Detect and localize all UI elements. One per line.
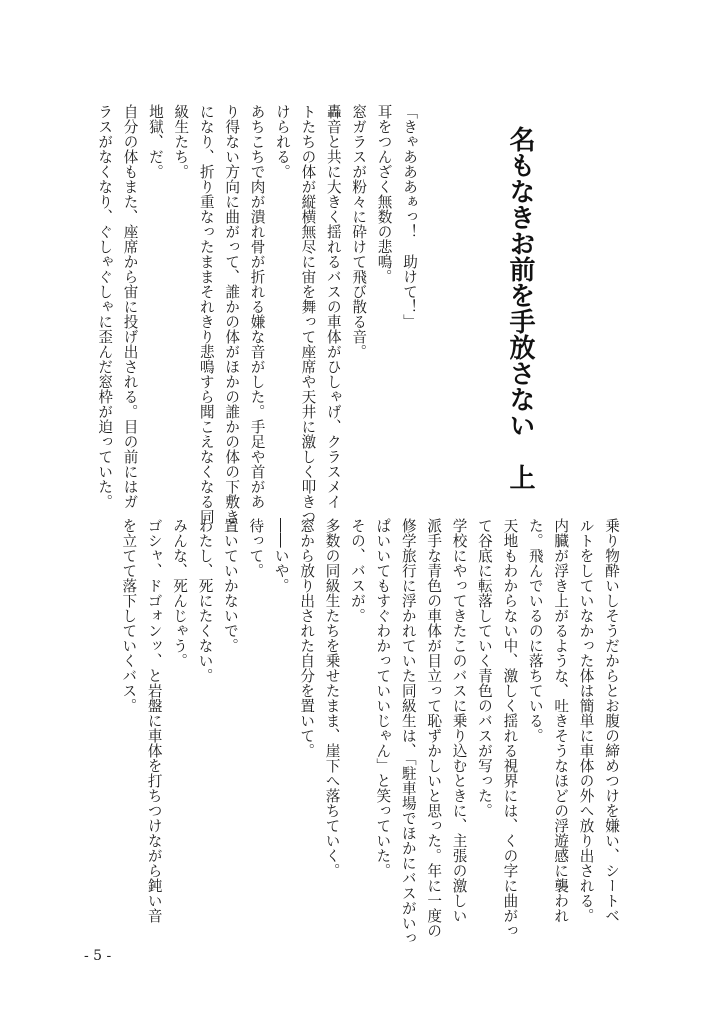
- text-line: 修学旅行に浮かれていた同級生は、「駐車場でほかにバスがいっ: [399, 518, 417, 946]
- text-line: 耳をつんざく無数の悲鳴。: [375, 104, 393, 284]
- text-line: ラスがなくなり、ぐしゃぐしゃに歪んだ窓枠が迫っていた。: [96, 104, 114, 509]
- text-line: その、バスが。: [348, 518, 366, 623]
- text-line: 轟音と共に大きく揺れるバスの車体がひしゃげ、クラスメイ: [324, 104, 342, 509]
- text-line: り得ない方向に曲がって、誰かの体がほかの誰かの体の下敷き: [223, 104, 241, 524]
- text-line: ゴシャ、ドゴォンッ、と岩盤に車体を打ちつけながら鈍い音: [145, 518, 163, 923]
- text-line: トたちの体が縦横無尽に宙を舞って座席や天井に激しく叩きつ: [299, 104, 317, 524]
- text-line: わたし、死にたくない。: [196, 518, 214, 683]
- text-line: を立てて落下していくバス。: [120, 518, 138, 713]
- text-line: 天地もわからない中、激しく揺れる視界には、くの字に曲がっ: [501, 518, 519, 938]
- text-line: 自分の体もまた、座席から宙に投げ出される。目の前にはガ: [121, 104, 139, 509]
- text-line: ――いや。: [272, 518, 290, 593]
- text-line: 級生たち。: [172, 104, 190, 179]
- text-line: みんな、死んじゃう。: [171, 518, 189, 668]
- text-line: になり、折り重なったままそれきり悲鳴すら聞こえなくなる同: [197, 104, 215, 524]
- text-line: ルトをしていなかった体は簡単に車体の外へ放り出される。: [577, 518, 595, 923]
- text-line: 「きゃあああぁっ！ 助けて！」: [401, 104, 418, 329]
- text-line: 乗り物酔いしそうだからとお腹の締めつけを嫌い、シートベ: [603, 518, 620, 923]
- text-line: 置いていかないで。: [221, 518, 239, 653]
- text-line: あちこちで肉が潰れ骨が折れる嫌な音がした。手足や首があ: [248, 104, 266, 509]
- text-line: ぱいいてもすぐわかっていいじゃん」と笑っていた。: [374, 518, 392, 878]
- text-line: 窓から放り出された自分を置いて。: [298, 518, 316, 758]
- text-line: た。飛んでいるのに落ちている。: [526, 518, 544, 743]
- text-line: 窓ガラスが粉々に砕けて飛び散る音。: [350, 104, 368, 359]
- upper-text-block: [92, 104, 422, 524]
- text-line: 派手な青色の車体が目立って恥ずかしいと思った。年に一度の: [425, 518, 443, 938]
- text-line: けられる。: [273, 104, 291, 179]
- text-line: 多数の同級生たちを乗せたまま、崖下へ落ちていく。: [323, 518, 341, 878]
- text-line: 学校にやってきたこのバスに乗り込むときに、主張の激しい: [450, 518, 468, 923]
- lower-text-block: [88, 518, 624, 946]
- page-number: - 5 -: [84, 948, 112, 964]
- text-line: て谷底に転落していく青色のバスが写った。: [475, 518, 493, 818]
- chapter-title: 名もなきお前を手放さない 上: [505, 126, 535, 490]
- text-line: 内臓が浮き上がるような、吐きそうなほどの浮遊感に襲われ: [552, 518, 570, 923]
- text-line: 地獄、だ。: [146, 104, 164, 179]
- text-line: 待って。: [247, 518, 265, 578]
